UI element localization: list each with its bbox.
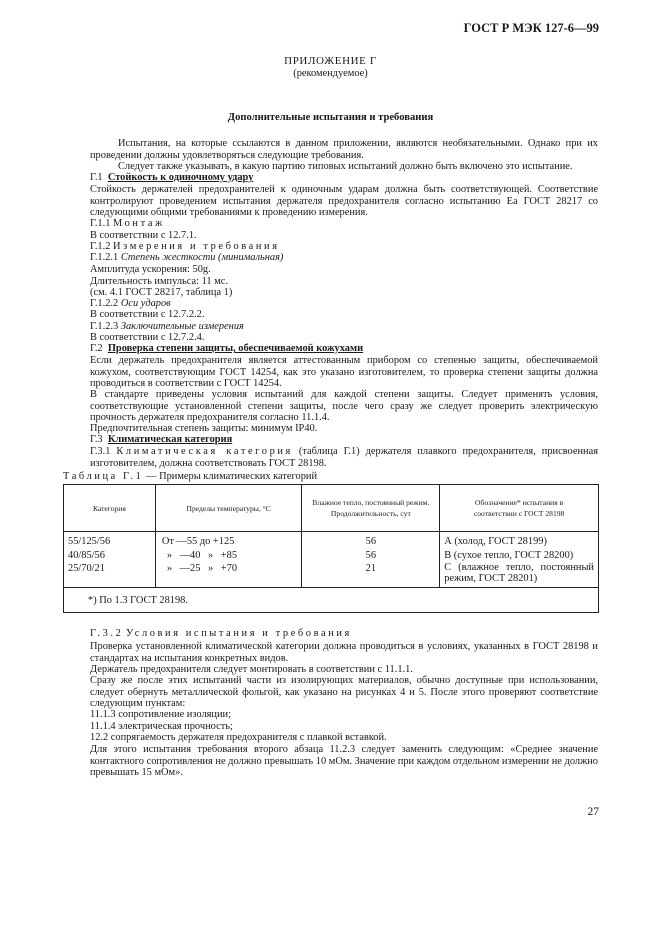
g3-heading (90, 434, 598, 446)
g1-text: Стойкость держателей предохранителей к одиночным ударам должна быть соответствующей. Соответствие контролируют проведением испытания держателя предохранителя согласно испытанию Ea ГОСТ 28217 со следующими общими требованиями к проведению измерения. (90, 184, 598, 219)
g123-number: Г.1.2.3 (90, 321, 119, 332)
climate-category-table (63, 484, 599, 613)
g32-paragraph-4: Для этого испытания требования второго абзаца 11.2.3 следует заменить следующим: «Среднее значение контактного сопротивления не должно превышать 10 мОм. Значение при каждом отдельном измерении не должно превышать 15 мОм». (90, 744, 598, 779)
g11-heading (90, 218, 598, 230)
g121-heading (90, 252, 598, 264)
g2-text3: Предпочтительная степень защиты: минимум IP40. (90, 423, 318, 434)
g121-number: Г.1.2.1 (90, 252, 119, 263)
g1-heading (90, 172, 598, 184)
table-caption-text: — Примеры климатических категорий (146, 471, 318, 482)
g12-title: Измерения и требования (113, 241, 280, 252)
table-row: » —25 » +70 (166, 563, 238, 575)
g122-heading (90, 298, 598, 310)
table-caption-label: Таблица Г.1 (63, 471, 144, 482)
g32-title: Условия испытания и требования (126, 628, 352, 639)
table-footnote: *) По 1.3 ГОСТ 28198. (64, 588, 599, 613)
g2-title: Проверка степени защиты, обеспечиваемой кожухами (107, 343, 364, 354)
section-title: Дополнительные испытания и требования (227, 112, 434, 123)
g122-text: В соответствии с 12.7.2.2. (90, 309, 205, 320)
table-category-cell (64, 532, 156, 588)
g11-title: Монтаж (113, 218, 165, 229)
g1-title: Стойкость к одиночному удару (107, 172, 254, 183)
page-number: 27 (587, 806, 599, 818)
table-header-row (64, 485, 599, 532)
table-header-category: Категория (64, 485, 156, 532)
g1-number: Г.1 (90, 172, 103, 183)
table-footnote-row (64, 588, 599, 613)
g32-item-1: 11.1.3 сопротивление изоляции; (90, 709, 232, 720)
table-header-humidity: Влажное тепло, постоянный режим. Продолжительность, сут (302, 485, 440, 532)
table-header-temperature: Пределы температуры, °С (155, 485, 302, 532)
g2-heading (90, 343, 598, 355)
table-row: А (холод, ГОСТ 28199) (444, 536, 547, 547)
table-temperature-cell (155, 532, 302, 588)
note-type-paragraph: Следует также указывать, в какую партию типовых испытаний должно быть включено это испытание. (118, 161, 573, 172)
table-row: От —55 до +125 (161, 536, 235, 547)
g123-heading (90, 321, 598, 333)
g121-line3: (см. 4.1 ГОСТ 28217, таблица 1) (90, 287, 233, 298)
g11-number: Г.1.1 (90, 218, 111, 229)
g32-item-3: 12.2 сопрягаемость держателя предохранителя с плавкой вставкой. (90, 732, 387, 743)
table-caption (63, 471, 317, 482)
table-row: » —40 » +85 (166, 549, 238, 561)
g122-number: Г.1.2.2 (90, 298, 119, 309)
table-row: 40/85/56 (68, 549, 105, 561)
g123-title: Заключительные измерения (120, 321, 244, 332)
g121-line1: Амплитуда ускорения: 50g. (90, 264, 211, 275)
g31-paragraph (90, 446, 598, 469)
g2-text2: В стандарте приведены условия испытаний для каждой степени защиты. Следует применять условия, соответствующие установленной степени защиты, после чего сразу же следует проверить электрическую прочность держателя предохранителя согласно 11.1.4. (90, 389, 598, 424)
table-row: 55/125/56 (68, 536, 111, 547)
g11-text: В соответствии с 12.7.1. (90, 230, 197, 241)
table-row: 56 (365, 549, 377, 561)
g32-paragraph-1: Проверка установленной климатической категории должна проводиться в условиях, указанных в ГОСТ 28198 и стандартах на испытания конкретных видов. (90, 641, 598, 664)
document-header: ГОСТ Р МЭК 127-6—99 (463, 21, 599, 35)
g3-title: Климатическая категория (107, 434, 233, 445)
g31-text: (таблица Г.1) держателя плавкого предохранителя, присвоенная изготовителем, должна соответствовать ГОСТ 28198. (90, 446, 598, 469)
intro-paragraph: Испытания, на которые ссылаются в данном приложении, являются необязательными. Однако при их проведении должны удовлетворяться следующие требования. (90, 138, 598, 161)
g32-paragraph-3: Сразу же после этих испытаний части из изолирующих материалов, обычно доступные при использовании, следует обернуть металлической фольгой, как указано на рисунках 4 и 5. После этого проверяют соответствие следующим пунктам: (90, 675, 598, 710)
table-row: С (влажное тепло, постоянный режим, ГОСТ 28201) (444, 562, 594, 585)
g31-number: Г.3.1 (90, 446, 111, 457)
g32-number: Г.3.2 (90, 628, 124, 639)
appendix-title: ПРИЛОЖЕНИЕ Г (284, 55, 377, 67)
g31-title: Климатическая категория (116, 446, 293, 457)
g32-paragraph-2: Держатель предохранителя следует монтировать в соответствии с 11.1.1. (90, 664, 413, 675)
table-row: 25/70/21 (68, 563, 105, 575)
table-header-designation: Обозначение* испытания в соответствии с ГОСТ 28198 (440, 485, 599, 532)
g123-text: В соответствии с 12.7.2.4. (90, 332, 205, 343)
g2-text1: Если держатель предохранителя является аттестованным прибором со степенью защиты, обеспечиваемой кожухом, соответствующим ГОСТ 14254, как это указано изготовителем, то проверка степени защиты должна проводиться в соответствии с ГОСТ 14254. (90, 355, 598, 390)
g32-heading (90, 628, 598, 640)
g121-title: Степень жесткости (минимальная) (120, 252, 284, 263)
g12-number: Г.1.2 (90, 241, 111, 252)
g12-heading (90, 241, 598, 253)
g2-number: Г.2 (90, 343, 103, 354)
table-row: 56 (365, 536, 377, 547)
appendix-subtitle: (рекомендуемое) (293, 68, 368, 79)
g121-line2: Длительность импульса: 11 мс. (90, 276, 228, 287)
g3-number: Г.3 (90, 434, 103, 445)
table-duration-cell (302, 532, 440, 588)
table-body-row (64, 532, 599, 588)
table-row: 21 (365, 563, 377, 575)
g32-item-2: 11.1.4 электрическая прочность; (90, 721, 233, 732)
table-designation-cell (440, 532, 599, 588)
table-row: В (сухое тепло, ГОСТ 28200) (444, 549, 574, 561)
g122-title: Оси ударов (120, 298, 171, 309)
